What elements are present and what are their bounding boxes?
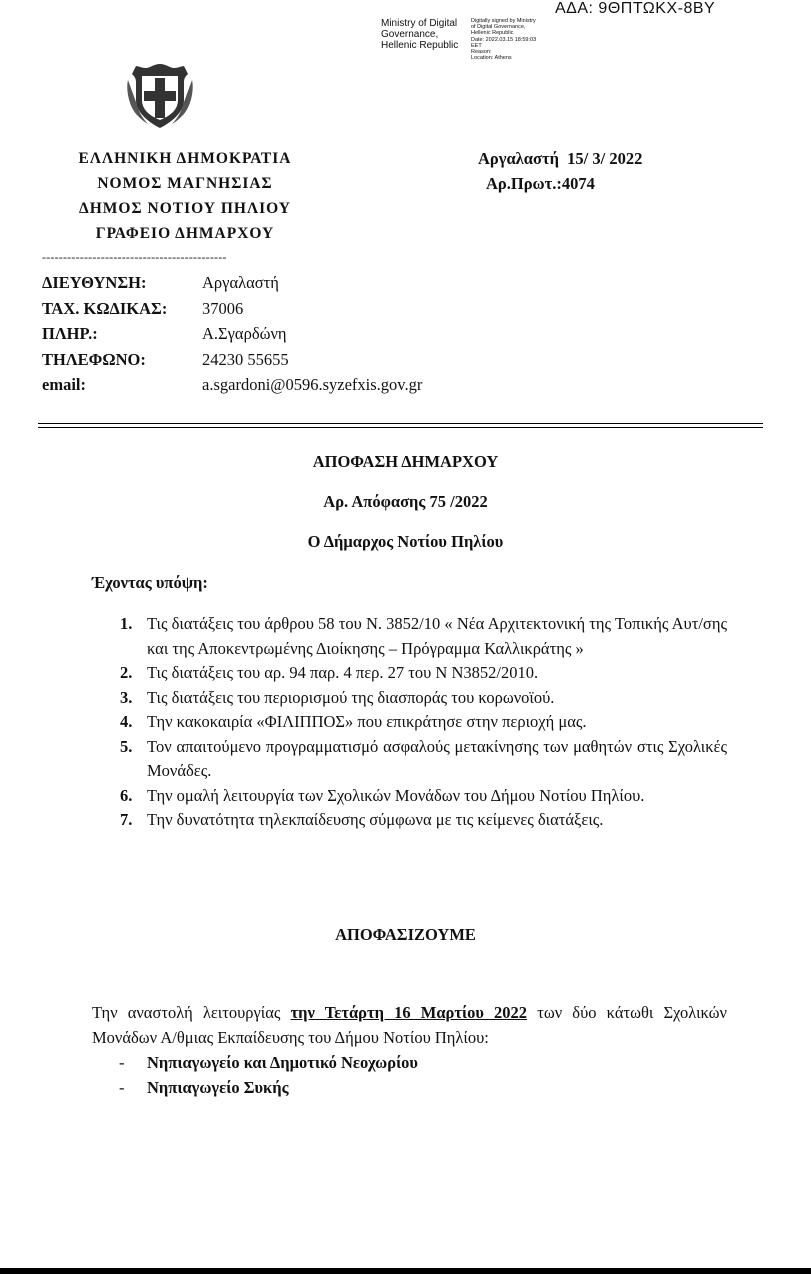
issuer-header — [30, 146, 340, 246]
list-text: Τις διατάξεις του αρ. 94 παρ. 4 περ. 27 του Ν Ν3852/2010. — [147, 663, 539, 682]
info-label: ΤΗΛΕΦΩΝΟ: — [42, 349, 146, 369]
list-number: 7. — [120, 810, 133, 829]
sig-detail-line: of Digital Governance, — [471, 24, 526, 31]
sig-detail-line: EET — [471, 42, 482, 49]
sig-detail-line: Reason: — [471, 49, 492, 56]
sig-detail-line: Location: Athens — [471, 55, 512, 62]
mayor-title: Ο Δήμαρχος Νοτίου Πηλίου — [307, 532, 504, 551]
list-text: Την κακοκαιρία «ΦΙΛΙΠΠΟΣ» που επικράτησε στην περιοχή μας. — [147, 712, 587, 731]
list-number: 4. — [120, 712, 133, 731]
list-item — [120, 661, 727, 686]
decision-text-start: Την αναστολή λειτουργίας — [92, 1003, 291, 1022]
sig-detail-line: Digitally signed by Ministry — [471, 18, 536, 24]
sig-detail-line: Date: 2022.03.15 18:59:03 — [471, 36, 537, 43]
list-number: 2. — [120, 663, 133, 682]
decision-title: ΑΠΟΦΑΣΗ ΔΗΜΑΡΧΟΥ — [312, 452, 499, 471]
list-item — [120, 735, 727, 784]
sig-detail-line: Hellenic Republic — [471, 30, 514, 37]
info-value: 24230 55655 — [202, 349, 289, 369]
signature-signer — [381, 18, 471, 51]
list-item — [120, 808, 727, 833]
info-row — [42, 321, 422, 347]
list-text: Την δυνατότητα τηλεκπαίδευσης σύμφωνα με τις κείμενες διατάξεις. — [147, 810, 604, 829]
bullet-dash: - — [119, 1078, 125, 1097]
info-label: ΤΑΧ. ΚΩΔΙΚΑΣ: — [42, 298, 168, 318]
header-separator: -------------------------------------------- — [42, 250, 227, 264]
list-item — [120, 710, 727, 735]
info-row — [42, 296, 422, 322]
list-item — [120, 612, 727, 661]
decision-date-emphasis: την Τετάρτη 16 Μαρτίου 2022 — [290, 1003, 528, 1022]
school-name: Νηπιαγωγείο και Δημοτικό Νεοχωρίου — [147, 1053, 418, 1072]
page-bottom-border — [0, 1268, 811, 1274]
greek-coat-of-arms-icon — [124, 60, 196, 132]
signature-details — [471, 18, 561, 61]
list-item — [120, 784, 727, 809]
info-value: Α.Σγαρδώνη — [202, 324, 287, 343]
info-label: ΔΙΕΥΘΥΝΣΗ: — [42, 273, 147, 292]
list-number: 1. — [120, 614, 133, 633]
we-decide-heading: ΑΠΟΦΑΣΙΖΟΥΜΕ — [335, 925, 476, 944]
list-number: 3. — [120, 687, 133, 707]
issuer-line: ΕΛΛΗΝΙΚΗ ΔΗΜΟΚΡΑΤΙΑ — [78, 150, 292, 167]
info-row — [42, 347, 422, 373]
info-value: Αργαλαστή — [202, 273, 279, 292]
issuer-line: ΓΡΑΦΕΙΟ ΔΗΜΑΡΧΟΥ — [95, 225, 275, 242]
list-text: Τις διατάξεις του άρθρου 58 του Ν. 3852/10 « Νέα Αρχιτεκτονική της Τοπικής Αυτ/σης και της Αποκεντρωμένης Διοίκησης – Πρόγραμμα Καλλικράτης » — [147, 614, 727, 658]
info-row — [42, 270, 422, 296]
ada-code: ΑΔΑ: 9ΘΠΤΩΚΧ-8ΒΥ — [555, 0, 716, 17]
having-in-mind: Έχοντας υπόψη: — [92, 573, 208, 592]
contact-info — [42, 270, 422, 398]
issuer-line: ΝΟΜΟΣ ΜΑΓΝΗΣΙΑΣ — [97, 175, 273, 192]
info-value: 37006 — [202, 298, 244, 318]
list-text: Τις διατάξεις του περιορισμού της διασποράς του κορωνοϊού. — [147, 687, 555, 707]
considerations-list — [120, 612, 727, 833]
protocol-number: Αρ.Πρωτ.:4074 — [486, 174, 595, 193]
decision-text-end: των δύο κάτωθι Σχολικών Μονάδων Α/θμιας Εκπαίδευσης του Δήμου Νοτίου Πηλίου: — [92, 1003, 727, 1047]
list-number: 5. — [120, 736, 133, 756]
bullet-dash: - — [119, 1053, 125, 1072]
signer-line: Hellenic Republic — [381, 40, 459, 51]
divider-line — [38, 423, 763, 424]
decision-number: Αρ. Απόφασης 75 /2022 — [323, 492, 488, 511]
decision-text — [92, 1000, 727, 1050]
document-date: Αργαλαστή 15/ 3/ 2022 — [478, 149, 643, 168]
signer-line: Ministry of Digital — [381, 18, 458, 29]
list-number: 6. — [120, 785, 133, 805]
issuer-line: ΔΗΜΟΣ ΝΟΤΙΟΥ ΠΗΛΙΟΥ — [79, 200, 291, 217]
list-text: Την ομαλή λειτουργία των Σχολικών Μονάδων του Δήμου Νοτίου Πηλίου. — [147, 785, 645, 805]
list-item — [120, 686, 727, 711]
signer-line: Governance, — [381, 29, 439, 40]
info-label: ΠΛΗΡ.: — [42, 324, 98, 343]
list-item — [119, 1075, 418, 1100]
school-name: Νηπιαγωγείο Συκής — [147, 1078, 289, 1097]
info-value: a.sgardoni@0596.syzefxis.gov.gr — [202, 375, 423, 394]
date-protocol — [478, 146, 642, 196]
schools-list — [119, 1050, 418, 1100]
list-text: Τον απαιτούμενο προγραμματισμό ασφαλούς μετακίνησης των μαθητών στις Σχολικές Μονάδες. — [147, 736, 727, 780]
list-item — [119, 1050, 418, 1075]
info-label: email: — [42, 375, 86, 394]
info-row — [42, 372, 422, 398]
divider-line — [38, 427, 763, 428]
